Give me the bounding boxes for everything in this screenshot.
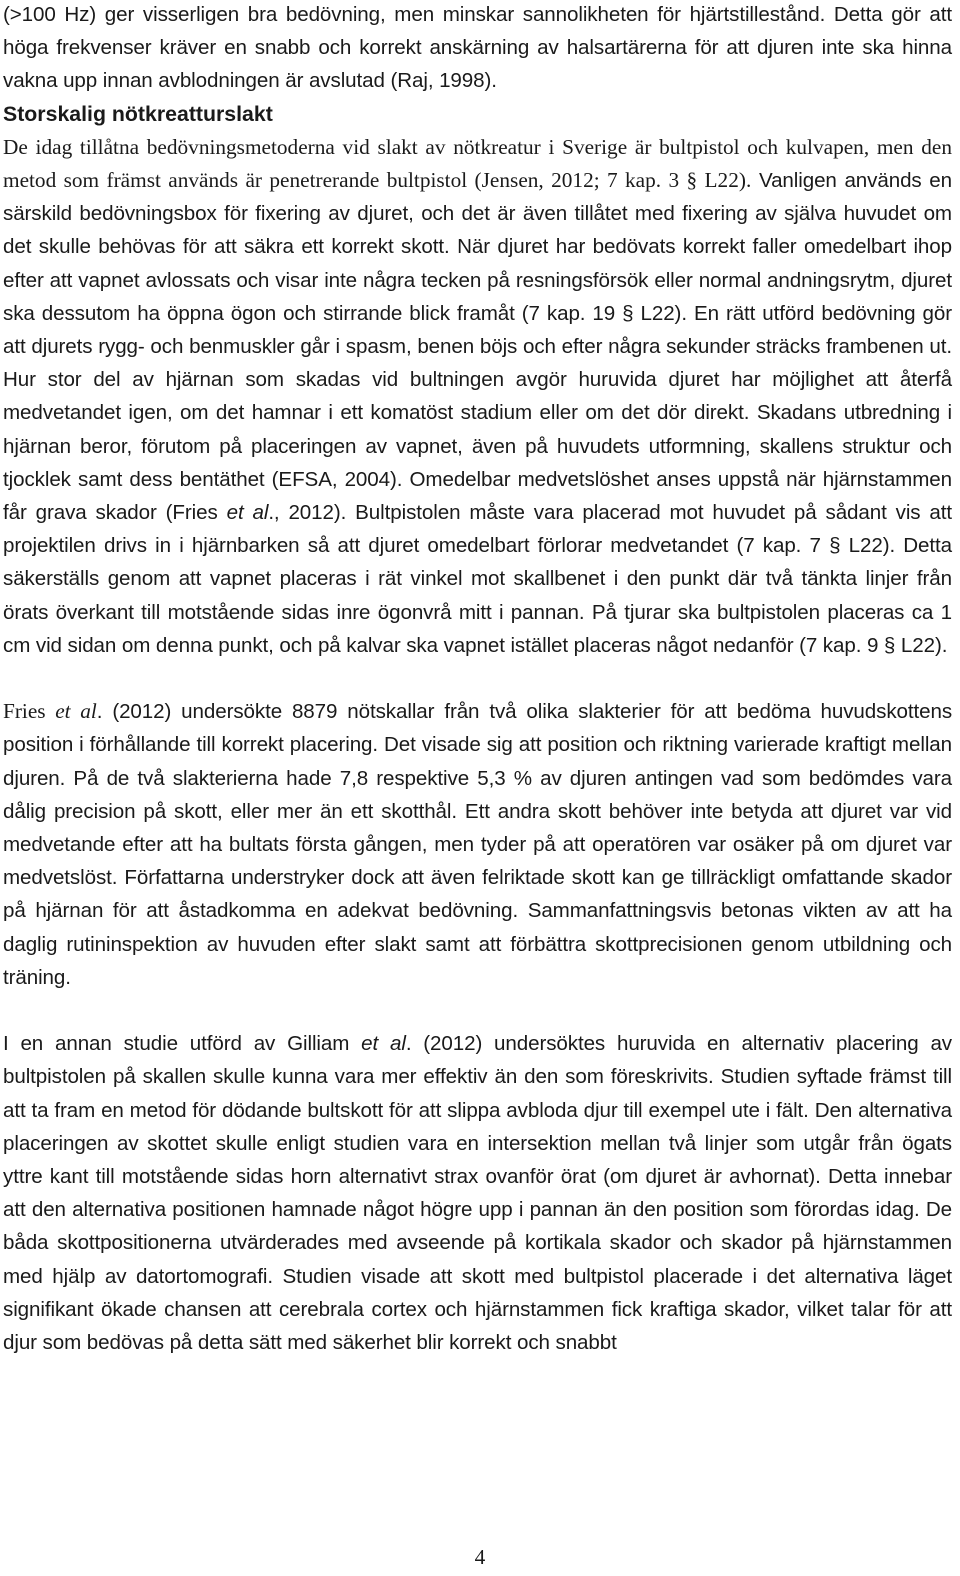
page-number: 4	[474, 1545, 486, 1569]
intro-paragraph	[3, 0, 952, 98]
intro-paragraph-text: (>100 Hz) ger visserligen bra bedövning, men minskar sannolikheten för hjärtstillestånd. Detta gör att höga frekvenser kräver en snabb och korrekt anskärning av halsartärerna för att djuren inte ska hinna vakna upp innan avblodningen är avslutad (Raj, 1998).	[3, 3, 952, 93]
body-paragraph-2	[3, 695, 952, 994]
paragraph-spacer	[3, 662, 952, 695]
section-heading: Storskalig nötkreatturslakt	[3, 101, 273, 126]
body-paragraph-2-part-b: . (2012) undersökte 8879 nötskallar från två olika slakterier för att bedöma huvudskottens position i förhållande till korrekt placering. Det visade sig att position och riktning varierade kraftigt mellan djuren. På de två slakterierna hade 7,8 respektive 5,3 % av djuren antingen vad som bedömdes vara dålig precision på skott, eller mer än ett skotthål. Ett andra skott behöver inte betyda att djuret var vid medvetande efter att ha bultats första gången, men tyder på att operatören var osäker på om djuret var medvetslöst. Författarna understryker dock att även felriktade skott kan ge tillräckligt omfattande skador på hjärnan för att åstadkomma en adekvat bedövning. Sammanfattningsvis betonas vikten av att ha daglig rutininspektion av huvuden efter slakt samt att förbättra skottprecisionen genom utbildning och träning.	[3, 700, 953, 989]
body-paragraph-3	[3, 1027, 952, 1359]
citation-italic: et al	[226, 501, 269, 525]
body-paragraph-1-part-a: De idag tillåtna bedövningsmetoderna vid slakt av nötkreatur i Sverige är bultpistol och kulvapen, men den metod som främst används är penetrerande bultpistol (Jensen, 2012; 7 kap. 3 § L22).	[3, 134, 952, 193]
body-paragraph-3-part-b: . (2012) undersöktes huruvida en alternativ placering av bultpistolen på skallen skulle kunna vara mer effektiv än den som föreskrivits. Studien syftade främst till att ta fram en metod för dödande bultskott för att slippa avbloda djur till exempel ute i fält. Den alternativa placeringen av skottet skulle enligt studien vara en intersektion mellan två linjer som utgår från ögats yttre kant till motstående sidas horn alternativt strax ovanför örat (om djuret är avhornat). Detta innebar att den alternativa positionen hamnade något högre upp i pannan än den position som förordas idag. De båda skottpositionerna utvärderades med avseende på kortikala skador och skador på hjärnstammen med hjälp av datortomografi. Studien visade att skott med bultpistol placerade i det alternativa läget signifikant ökade chansen att cerebrala cortex och hjärnstammen fick kraftiga skador, vilket talar för att djur som bedövas på detta sätt med säkerhet blir korrekt och snabbt	[3, 1032, 952, 1355]
body-paragraph-3-part-a: I en annan studie utförd av Gilliam	[3, 1032, 362, 1056]
body-paragraph-2-part-a: Fries	[3, 699, 56, 724]
citation-italic: et al	[361, 1032, 406, 1056]
paragraph-spacer	[3, 994, 952, 1027]
body-paragraph-1-part-c: ., 2012). Bultpistolen måste vara placerad mot huvudet på sådant vis att projektilen drivs in i hjärnbarken så att djuret omedelbart förlorar medvetandet (7 kap. 7 § L22). Detta säkerställs genom att vapnet placeras i rät vinkel mot skallbenet i den punkt där två tänkta linjer från örats överkant till motstående sidas inre ögonvrå mitt i pannan. På tjurar ska bultpistolen placeras ca 1 cm vid sidan om denna punkt, och på kalvar ska vapnet istället placeras något nedanför (7 kap. 9 § L22).	[3, 501, 952, 657]
citation-italic: et al	[55, 699, 97, 724]
body-paragraph-1	[3, 131, 952, 662]
body-paragraph-1-part-b: Vanligen används en särskild bedövningsbox för fixering av djuret, och det är även tillåtet med fixering av själva huvudet om det skulle behövas för att säkra ett korrekt skott. När djuret har bedövats korrekt faller omedelbart ihop efter att vapnet avlossats och visar inte några tecken på resningsförsök eller normal andningsrytm, djuret ska dessutom ha öppna ögon och stirrande blick framåt (7 kap. 19 § L22). En rätt utförd bedövning gör att djurets rygg- och benmuskler går i spasm, benen böjs och efter några sekunder sträcks frambenen ut. Hur stor del av hjärnan som skadas vid bultningen avgör huruvida djuret har möjlighet att återfå medvetandet igen, om det hamnar i ett komatöst stadium eller om det dör direkt. Skadans utbredning i hjärnan beror, förutom på placeringen av vapnet, även på huvudets utformning, skallens struktur och tjocklek samt dess bentäthet (EFSA, 2004). Omedelbar medvetslöshet anses uppstå när hjärnstammen får grava skador (Fries	[3, 169, 953, 525]
